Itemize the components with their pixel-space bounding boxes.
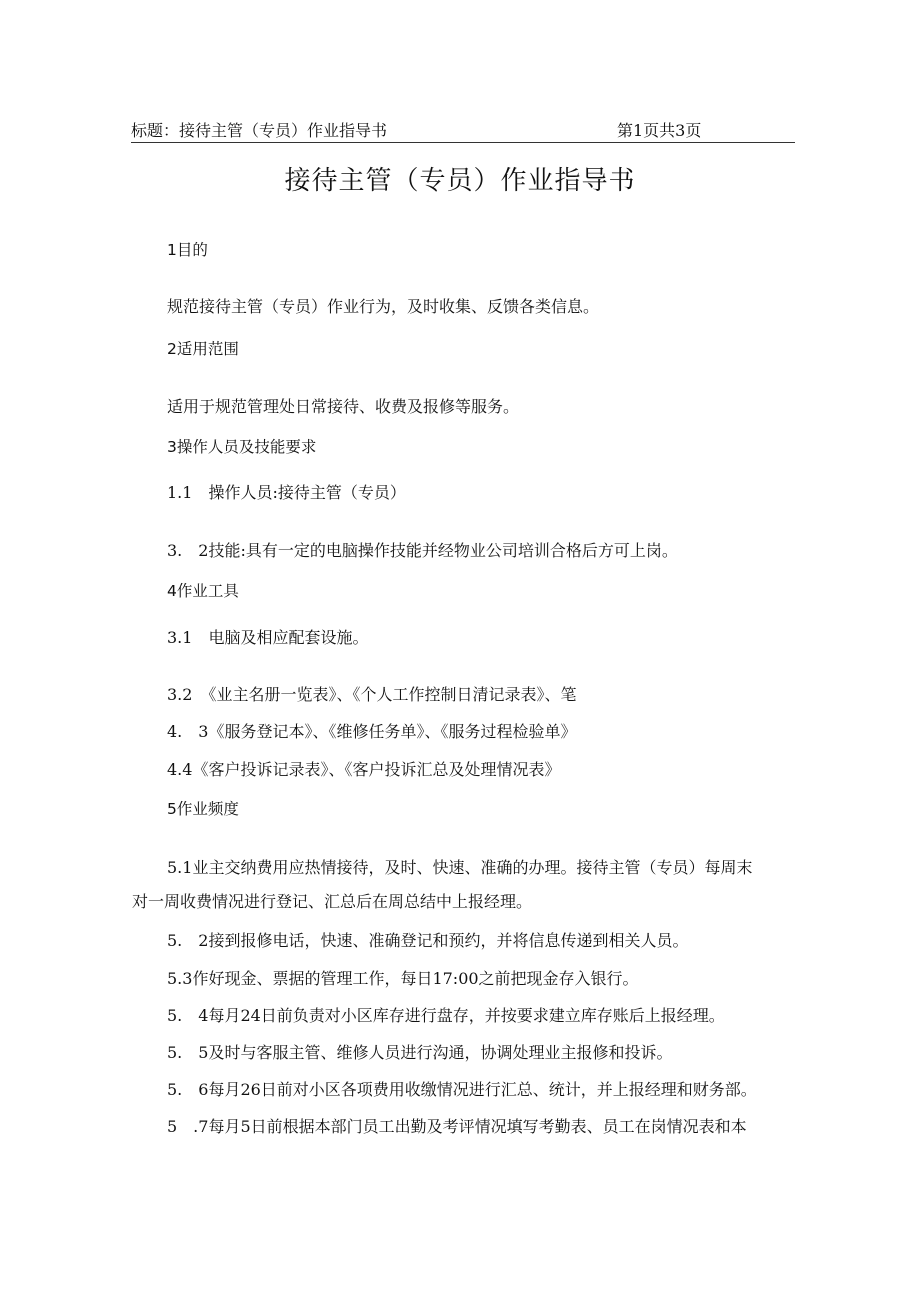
header-title: 标题：接待主管（专员）作业指导书 (131, 121, 388, 140)
section-heading-purpose: 1目的 (167, 241, 208, 259)
item-tool-forms-3: 4.4《客户投诉记录表》、《客户投诉汇总及处理情况表》 (167, 760, 561, 779)
section-heading-personnel: 3操作人员及技能要求 (167, 438, 317, 456)
item-tool-forms-2: 4. 3《服务登记本》、《维修任务单》、《服务过程检验单》 (167, 722, 577, 741)
item-skills: 3. 2技能:具有一定的电脑操作技能并经物业公司培训合格后方可上岗。 (167, 541, 678, 560)
item-frequency-3: 5.3作好现金、票据的管理工作，每日17:00之前把现金存入银行。 (167, 969, 639, 988)
section-heading-frequency: 5作业频度 (167, 800, 239, 818)
item-frequency-7: 5 .7每月5日前根据本部门员工出勤及考评情况填写考勤表、员工在岗情况表和本 (167, 1117, 747, 1136)
item-frequency-4: 5. 4每月24日前负责对小区库存进行盘存，并按要求建立库存账后上报经理。 (167, 1006, 725, 1025)
item-personnel: 1.1 操作人员:接待主管（专员） (167, 483, 406, 502)
item-tool-forms-1: 3.2 《业主名册一览表》、《个人工作控制日清记录表》、笔 (167, 685, 577, 704)
item-frequency-1: 5.1业主交纳费用应热情接待，及时、快速、准确的办理。接待主管（专员）每周末 (167, 858, 753, 877)
item-frequency-6: 5. 6每月26日前对小区各项费用收缴情况进行汇总、统计，并上报经理和财务部。 (167, 1080, 757, 1099)
item-frequency-1-cont: 对一周收费情况进行登记、汇总后在周总结中上报经理。 (132, 892, 533, 911)
item-frequency-5: 5. 5及时与客服主管、维修人员进行沟通，协调处理业主报修和投诉。 (167, 1043, 673, 1062)
item-frequency-2: 5. 2接到报修电话，快速、准确登记和预约，并将信息传递到相关人员。 (167, 931, 689, 950)
document-title: 接待主管（专员）作业指导书 (284, 166, 636, 196)
paragraph-scope: 适用于规范管理处日常接待、收费及报修等服务。 (167, 397, 520, 416)
page-header (131, 116, 795, 143)
section-heading-scope: 2适用范围 (167, 340, 239, 358)
header-page-number: 第1页共3页 (617, 121, 702, 140)
item-tool-computer: 3.1 电脑及相应配套设施。 (167, 628, 369, 647)
section-heading-tools: 4作业工具 (167, 582, 239, 600)
paragraph-purpose: 规范接待主管（专员）作业行为，及时收集、反馈各类信息。 (167, 297, 600, 316)
